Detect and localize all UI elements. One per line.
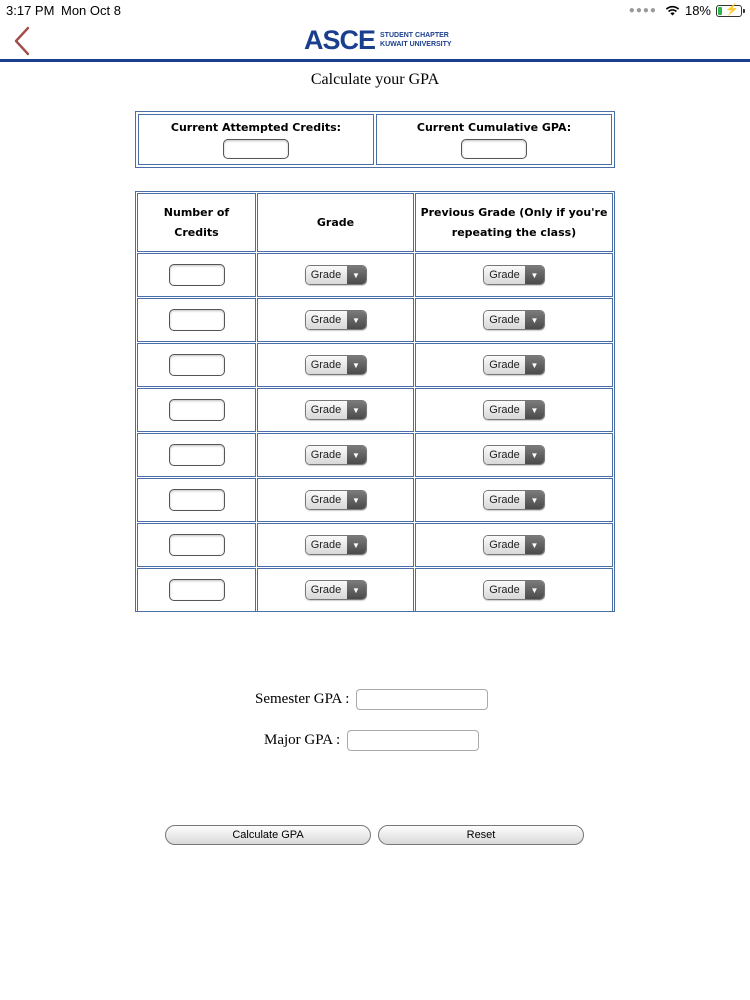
header-prev-line1: Previous Grade (Only if you're — [420, 205, 608, 219]
prev-grade-cell — [415, 433, 613, 477]
chevron-down-icon: ▼ — [525, 536, 544, 554]
select-label: Grade — [484, 581, 525, 599]
logo-subtitle-line1: STUDENT CHAPTER — [380, 32, 449, 39]
wifi-icon — [665, 5, 680, 16]
credits-cell — [137, 523, 256, 567]
prev-grade-cell — [415, 253, 613, 297]
app-header — [0, 22, 750, 62]
grade-cell — [257, 523, 414, 567]
prev-grade-select[interactable] — [483, 400, 545, 420]
status-bar — [0, 0, 750, 22]
status-date: Mon Oct 8 — [61, 3, 121, 18]
prev-grade-cell — [415, 343, 613, 387]
credits-cell — [137, 253, 256, 297]
chevron-down-icon: ▼ — [347, 581, 366, 599]
grade-select[interactable] — [305, 400, 367, 420]
header-prev-grade-cell — [415, 193, 613, 252]
current-gpa-input[interactable] — [461, 139, 527, 159]
credits-input[interactable] — [169, 534, 225, 556]
credits-input[interactable] — [169, 264, 225, 286]
header-credits-line2: Credits — [174, 225, 219, 239]
current-info-table — [135, 111, 615, 168]
grade-select[interactable] — [305, 355, 367, 375]
grade-cell — [257, 478, 414, 522]
select-label: Grade — [484, 536, 525, 554]
chevron-down-icon: ▼ — [347, 311, 366, 329]
select-label: Grade — [306, 446, 347, 464]
chevron-down-icon: ▼ — [525, 266, 544, 284]
page-title: Calculate your GPA — [310, 71, 440, 88]
credits-cell — [137, 478, 256, 522]
select-label: Grade — [484, 446, 525, 464]
chevron-down-icon: ▼ — [525, 446, 544, 464]
grade-select[interactable] — [305, 445, 367, 465]
grade-select[interactable] — [305, 265, 367, 285]
battery-icon — [716, 5, 742, 17]
select-label: Grade — [484, 266, 525, 284]
chevron-down-icon: ▼ — [525, 356, 544, 374]
credits-input[interactable] — [169, 309, 225, 331]
prev-grade-select[interactable] — [483, 580, 545, 600]
select-label: Grade — [306, 266, 347, 284]
asce-logo — [304, 26, 452, 54]
semester-gpa-row — [255, 689, 488, 710]
chevron-down-icon: ▼ — [525, 311, 544, 329]
select-label: Grade — [306, 311, 347, 329]
reset-button[interactable]: Reset — [378, 825, 584, 845]
header-grade-cell — [257, 193, 414, 252]
credits-input[interactable] — [169, 399, 225, 421]
signal-icon: ●●●● — [628, 5, 657, 16]
grade-cell — [257, 253, 414, 297]
credits-cell — [137, 298, 256, 342]
back-chevron-icon[interactable] — [10, 24, 36, 58]
semester-gpa-output[interactable] — [356, 689, 488, 710]
major-gpa-label: Major GPA : — [264, 732, 341, 748]
major-gpa-output[interactable] — [347, 730, 479, 751]
grade-cell — [257, 298, 414, 342]
grade-select[interactable] — [305, 490, 367, 510]
header-prev-line2: repeating the class) — [451, 225, 577, 239]
prev-grade-select[interactable] — [483, 445, 545, 465]
credits-input[interactable] — [169, 354, 225, 376]
chevron-down-icon: ▼ — [525, 581, 544, 599]
credits-cell — [137, 433, 256, 477]
grade-cell — [257, 568, 414, 612]
select-label: Grade — [484, 401, 525, 419]
prev-grade-select[interactable] — [483, 490, 545, 510]
grade-cell — [257, 433, 414, 477]
grade-select[interactable] — [305, 580, 367, 600]
select-label: Grade — [306, 536, 347, 554]
logo-word: ASCE — [304, 25, 376, 55]
credits-input[interactable] — [169, 489, 225, 511]
chevron-down-icon: ▼ — [347, 401, 366, 419]
select-label: Grade — [306, 401, 347, 419]
status-time: 3:17 PM — [6, 3, 55, 18]
current-gpa-label: Current Cumulative GPA: — [416, 120, 572, 134]
current-credits-input[interactable] — [223, 139, 289, 159]
status-indicators — [629, 3, 742, 18]
grade-cell — [257, 343, 414, 387]
chevron-down-icon: ▼ — [347, 356, 366, 374]
prev-grade-select[interactable] — [483, 535, 545, 555]
credits-cell — [137, 568, 256, 612]
current-gpa-cell — [376, 114, 612, 165]
grade-cell — [257, 388, 414, 432]
header-grade-text: Grade — [316, 215, 355, 229]
chevron-down-icon: ▼ — [347, 446, 366, 464]
header-credits-cell — [137, 193, 256, 252]
prev-grade-cell — [415, 478, 613, 522]
course-table — [135, 191, 615, 612]
chevron-down-icon: ▼ — [347, 266, 366, 284]
header-credits-text — [164, 203, 229, 243]
chevron-down-icon: ▼ — [525, 491, 544, 509]
select-label: Grade — [484, 356, 525, 374]
select-label: Grade — [484, 491, 525, 509]
prev-grade-select[interactable] — [483, 355, 545, 375]
charging-bolt-icon: ⚡ — [725, 3, 739, 16]
grade-select[interactable] — [305, 310, 367, 330]
battery-fill — [718, 7, 722, 15]
logo-subtitle-line2: KUWAIT UNIVERSITY — [380, 41, 452, 48]
credits-input[interactable] — [169, 444, 225, 466]
battery-percent: 18% — [684, 3, 711, 18]
chevron-down-icon: ▼ — [525, 401, 544, 419]
semester-gpa-label: Semester GPA : — [255, 691, 350, 707]
prev-grade-cell — [415, 298, 613, 342]
logo-subtitle — [380, 31, 452, 49]
chevron-down-icon: ▼ — [347, 536, 366, 554]
credits-input[interactable] — [169, 579, 225, 601]
credits-cell — [137, 388, 256, 432]
header-prev-grade-text — [421, 203, 608, 243]
current-credits-label: Current Attempted Credits: — [170, 120, 342, 134]
grade-select[interactable] — [305, 535, 367, 555]
header-credits-line1: Number of — [163, 205, 230, 219]
chevron-down-icon: ▼ — [347, 491, 366, 509]
prev-grade-cell — [415, 523, 613, 567]
select-label: Grade — [306, 356, 347, 374]
prev-grade-cell — [415, 568, 613, 612]
select-label: Grade — [484, 311, 525, 329]
prev-grade-select[interactable] — [483, 310, 545, 330]
select-label: Grade — [306, 581, 347, 599]
credits-cell — [137, 343, 256, 387]
current-credits-cell — [138, 114, 374, 165]
prev-grade-cell — [415, 388, 613, 432]
prev-grade-select[interactable] — [483, 265, 545, 285]
select-label: Grade — [306, 491, 347, 509]
calculate-gpa-button[interactable]: Calculate GPA — [165, 825, 371, 845]
major-gpa-row — [264, 730, 479, 751]
